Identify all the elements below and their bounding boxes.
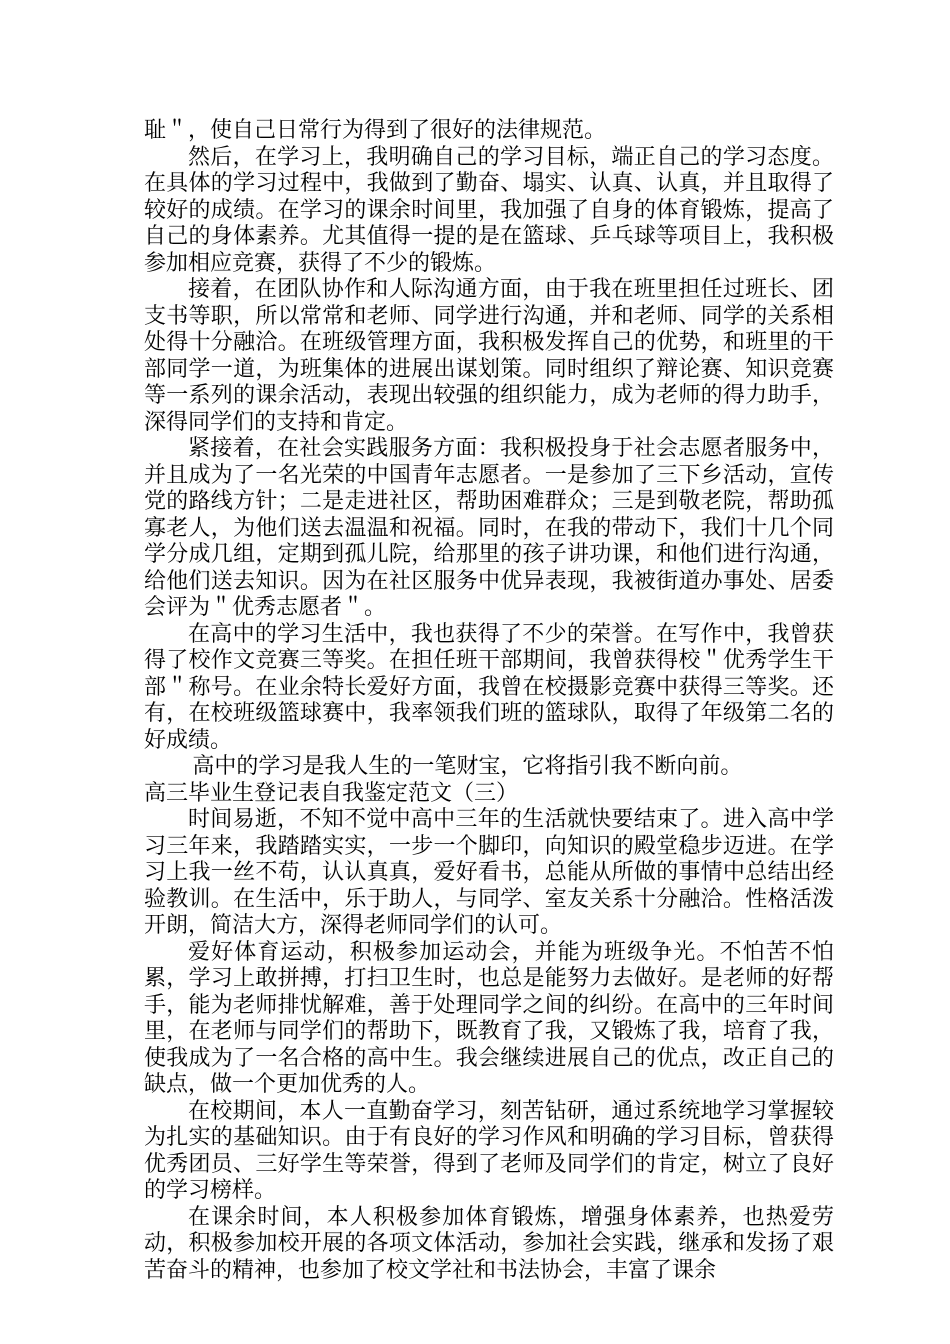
paragraph-teamwork: 接着，在团队协作和人际沟通方面，由于我在班里担任过班长、团支书等职，所以常常和老师、同学进行沟通，并和老师、同学的关系相处得十分融洽。在班级管理方面，我积极发挥自己的优势，和班里的干部同学一道，为班集体的进展出谋划策。同时组织了辩论赛、知识竞赛等一系列的课余活动，表现出较强的组织能力，成为老师的得力助手，深得同学们的支持和肯定。 [144, 277, 834, 435]
section-heading: 高三毕业生登记表自我鉴定范文（三） [144, 780, 519, 806]
paragraph-study: 然后，在学习上，我明确自己的学习目标，端正自己的学习态度。在具体的学习过程中，我做到了勤奋、塌实、认真、认真，并且取得了较好的成绩。在学习的课余时间里，我加强了自身的体育锻炼，提高了自己的身体素养。尤其值得一提的是在篮球、乒乓球等项目上，我积极参加相应竞赛，获得了不少的锻炼。 [144, 144, 834, 276]
paragraph-school-period: 在校期间，本人一直勤奋学习，刻苦钻研，通过系统地学习掌握较为扎实的基础知识。由于有良好的学习作风和明确的学习目标，曾获得优秀团员、三好学生等荣誉，得到了老师及同学们的肯定，树立了良好的学习榜样。 [144, 1098, 834, 1203]
paragraph-sports: 爱好体育运动，积极参加运动会，并能为班级争光。不怕苦不怕累，学习上敢拼搏，打扫卫生时，也总是能努力去做好。是老师的好帮手，能为老师排忧解难，善于处理同学之间的纠纷。在高中的三年时间里，在老师与同学们的帮助下，既教育了我，又锻炼了我，培育了我，使我成为了一名合格的高中生。我会继续进展自己的优点，改正自己的缺点，做一个更加优秀的人。 [144, 939, 834, 1097]
paragraph-honors: 在高中的学习生活中，我也获得了不少的荣誉。在写作中，我曾获得了校作文竞赛三等奖。在担任班干部期间，我曾获得校＂优秀学生干部＂称号。在业余特长爱好方面，我曾在校摄影竞赛中获得三等奖。还有，在校班级篮球赛中，我率领我们班的篮球队，取得了年级第二名的好成绩。 [144, 621, 834, 753]
paragraph-closing: 高中的学习是我人生的一笔财宝，它将指引我不断向前。 [192, 754, 743, 779]
paragraph-extracurricular: 在课余时间，本人积极参加体育锻炼，增强身体素养，也热爱劳动，积极参加校开展的各项文体活动，参加社会实践，继承和发扬了艰苦奋斗的精神，也参加了校文学社和书法协会，丰富了课余 [144, 1204, 834, 1283]
paragraph-social-practice: 紧接着，在社会实践服务方面：我积极投身于社会志愿者服务中，并且成为了一名光荣的中国青年志愿者。一是参加了三下乡活动，宣传党的路线方针；二是走进社区，帮助困难群众；三是到敬老院，帮助孤寡老人，为他们送去温温和祝福。同时，在我的带动下，我们十几个同学分成几组，定期到孤儿院，给那里的孩子讲功课，和他们进行沟通，给他们送去知识。因为在社区服务中优异表现，我被街道办事处、居委会评为＂优秀志愿者＂。 [144, 436, 834, 620]
paragraph-1: 耻＂，使自己日常行为得到了很好的法律规范。 [144, 118, 607, 143]
paragraph-intro: 时间易逝，不知不觉中高中三年的生活就快要结束了。进入高中学习三年来，我踏踏实实，一步一个脚印，向知识的殿堂稳步迈进。在学习上我一丝不苟，认认真真，爱好看书，总能从所做的事情中总结出经验教训。在生活中，乐于助人，与同学、室友关系十分融洽。性格活泼开朗，简洁大方，深得老师同学们的认可。 [144, 807, 834, 938]
document-body [144, 118, 834, 1284]
